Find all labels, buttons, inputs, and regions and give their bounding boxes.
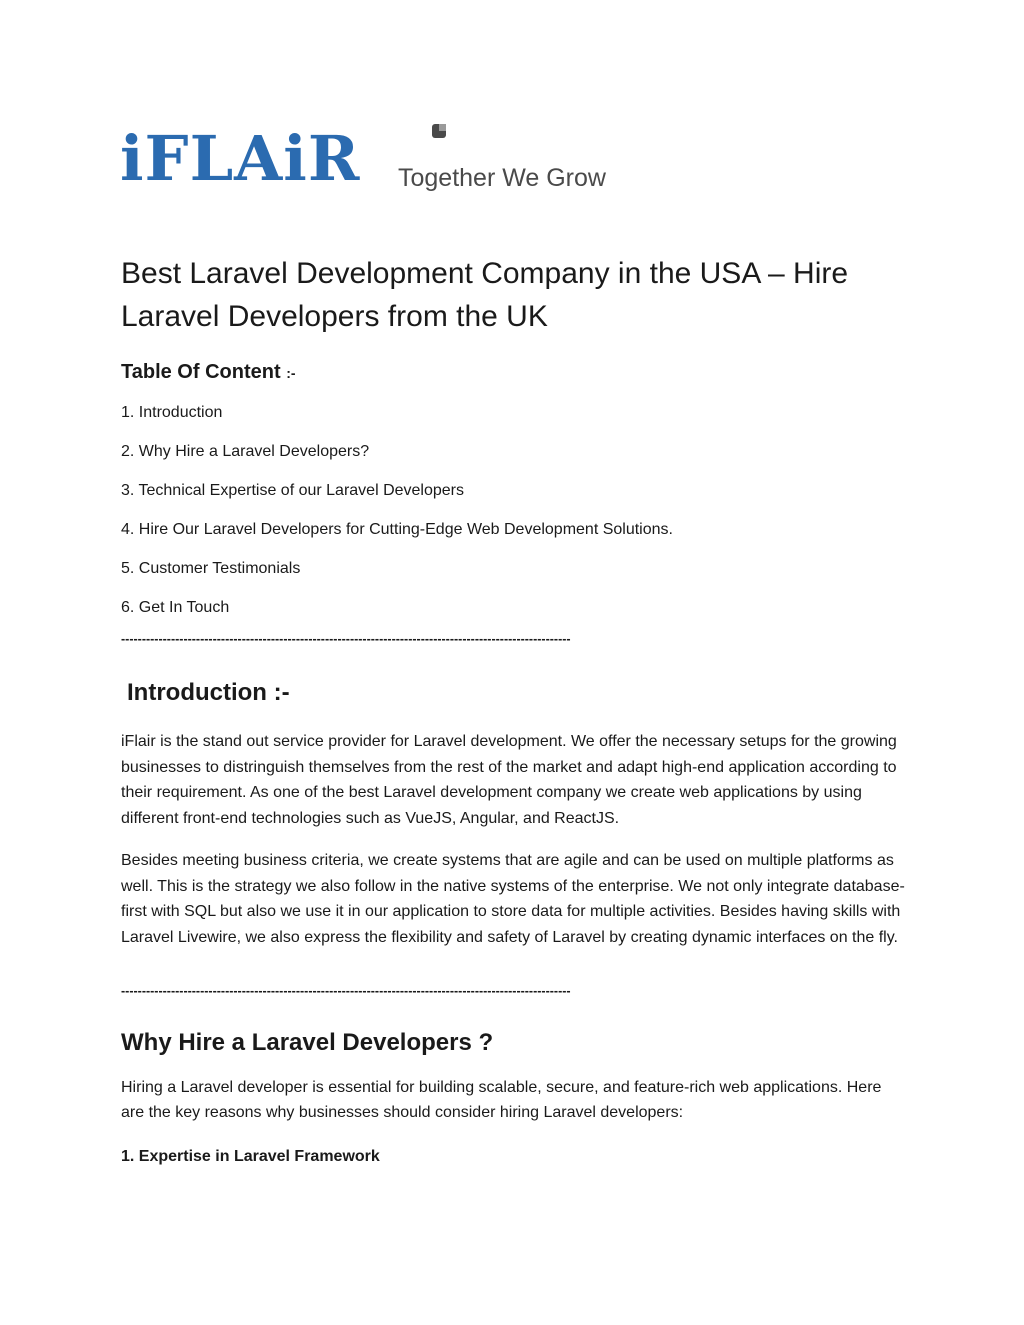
toc-item[interactable]: 4. Hire Our Laravel Developers for Cutting-Edge Web Development Solutions. (121, 521, 673, 538)
introduction-paragraph: Besides meeting business criteria, we create systems that are agile and can be used on multiple platforms as well. This is the strategy we also follow in the native systems of the enterprise. We not only integrate database-first with SQL but also we use it in our application to store data for multiple activities. Besides having skills with Laravel Livewire, we also express the flexibility and safety of Laravel by creating dynamic interfaces on the fly. (121, 851, 905, 946)
introduction-paragraph: iFlair is the stand out service provider for Laravel development. We offer the necessary setups for the growing businesses to distringuish themselves from the rest of the market and adapt high-end application according to their requirement. As one of the best Laravel development company we create web applications by using different front-end technologies such as VueJS, Angular, and ReactJS. (121, 733, 897, 828)
section-separator: ------------------------------------------------------------------------------------------------------------ (121, 983, 571, 998)
toc-heading (121, 358, 911, 387)
why-hire-subheading: 1. Expertise in Laravel Framework (121, 1148, 380, 1166)
why-hire-paragraph: Hiring a Laravel developer is essential for building scalable, secure, and feature-rich web applications. Here are the key reasons why businesses should consider hiring Laravel developers: (121, 1078, 882, 1122)
toc-item[interactable]: 1. Introduction (121, 404, 223, 421)
section-separator: ------------------------------------------------------------------------------------------------------------ (121, 632, 571, 646)
toc-heading-text: Table Of Content (121, 361, 281, 383)
introduction-heading: Introduction :- (127, 679, 290, 706)
toc-item[interactable]: 6. Get In Touch (121, 599, 230, 616)
iflair-logo (120, 118, 640, 198)
toc-item[interactable]: 5. Customer Testimonials (121, 560, 301, 577)
toc-list (121, 403, 911, 637)
toc-item[interactable]: 3. Technical Expertise of our Laravel Developers (121, 482, 464, 499)
why-hire-heading: Why Hire a Laravel Developers ? (121, 1028, 494, 1056)
logo-wordmark: iFLAiR (120, 122, 361, 195)
toc-heading-suffix: :- (286, 365, 296, 381)
logo-dot-icon (430, 122, 448, 140)
logo-tagline: Together We Grow (398, 164, 606, 192)
document-title: Best Laravel Development Company in the USA – Hire Laravel Developers from the UK (121, 257, 849, 333)
toc-item[interactable]: 2. Why Hire a Laravel Developers? (121, 443, 370, 460)
document-body (121, 252, 911, 1168)
